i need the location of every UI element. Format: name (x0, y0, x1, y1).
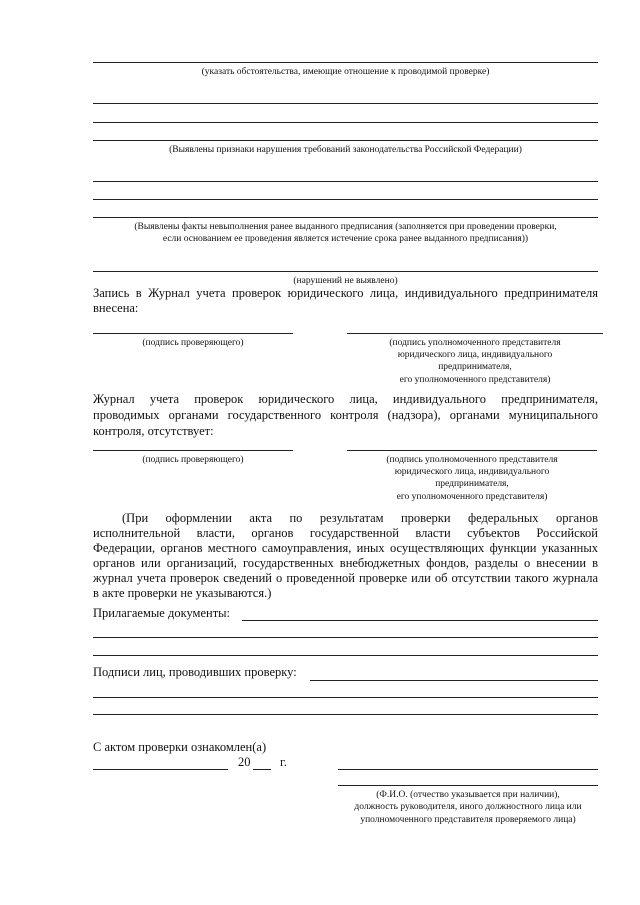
caption-rep-sig-3: предпринимателя, (438, 362, 512, 372)
caption-fio-1: (Ф.И.О. (отчество указывается при наличии), (376, 790, 560, 800)
acquainted-signature-line (338, 769, 598, 770)
date-year-prefix: 20 (238, 755, 251, 769)
note-line4: органов или организаций, государственных внебюджетных фондов, разделы о внесении в (93, 556, 598, 570)
field-line (93, 181, 598, 182)
representative-signature-line (347, 450, 597, 451)
attached-documents-label: Прилагаемые документы: (93, 606, 231, 620)
inspectors-signatures-label: Подписи лиц, проводивших проверку: (93, 665, 297, 679)
inspector-signature-line (93, 450, 293, 451)
journal-absent-line2: проводимых органами государственного контроля (надзора), органами муниципального (93, 408, 598, 422)
caption-rep-sig-4: его уполномоченного представителя) (399, 375, 551, 385)
caption-prescription-2: если основанием ее проведения является истечение срока ранее выданного предписания)) (162, 234, 529, 244)
field-line (93, 217, 598, 218)
field-line (93, 199, 598, 200)
date-day-month-line (93, 769, 228, 770)
caption-rep-sig-1: (подпись уполномоченного представителя (389, 338, 561, 348)
caption-inspector-signature: (подпись проверяющего) (142, 338, 244, 348)
caption-violations-found: (Выявлены признаки нарушения требований законодательства Российской Федерации) (169, 145, 522, 155)
field-line (310, 680, 598, 681)
caption-prescription-1: (Выявлены факты невыполнения ранее выданного предписания (заполняется при проведении проверки, (134, 222, 557, 232)
caption-fio-2: должность руководителя, иного должностного лица или (354, 802, 582, 812)
journal-absent-line3: контроля, отсутствует: (93, 424, 214, 438)
field-line (242, 620, 598, 621)
note-line1: (При оформлении акта по результатам проверки федеральных органов (122, 511, 598, 525)
field-line (93, 62, 598, 63)
note-line2: исполнительной власти, органов государственной власти субъектов Российской (93, 526, 598, 540)
acquainted-signature-line (338, 785, 598, 786)
field-line (93, 697, 598, 698)
caption-inspector-signature: (подпись проверяющего) (142, 455, 244, 465)
note-line5: журнал учета проверок сведений о проведенной проверке или об отсутствии такого журнала (93, 571, 598, 585)
journal-entry-line1: Запись в Журнал учета проверок юридического лица, индивидуального предпринимателя (93, 286, 598, 300)
date-year-line (253, 769, 271, 770)
field-line (93, 140, 598, 141)
acquainted-label: С актом проверки ознакомлен(а) (93, 740, 267, 754)
field-line (93, 655, 598, 656)
caption-no-violations: (нарушений не выявлено) (293, 276, 398, 286)
caption-fio-3: уполномоченного представителя проверяемого лица) (360, 815, 576, 825)
journal-entry-line2: внесена: (93, 301, 139, 315)
field-line (93, 714, 598, 715)
field-line (93, 122, 598, 123)
caption-rep-sig-3: предпринимателя, (435, 479, 509, 489)
date-year-suffix: г. (280, 755, 287, 769)
caption-rep-sig-2: юридического лица, индивидуального (397, 350, 553, 360)
caption-rep-sig-2: юридического лица, индивидуального (394, 467, 550, 477)
field-line (93, 271, 598, 272)
field-line (93, 637, 598, 638)
field-line (93, 103, 598, 104)
note-line6: в акте проверки не указываются.) (93, 586, 272, 600)
caption-circumstances: (указать обстоятельства, имеющие отношение к проводимой проверке) (201, 67, 490, 77)
note-line3: Федерации, органов местного самоуправления, иных осуществляющих функции указанных (93, 541, 598, 555)
representative-signature-line (347, 333, 603, 334)
caption-rep-sig-1: (подпись уполномоченного представителя (386, 455, 558, 465)
caption-rep-sig-4: его уполномоченного представителя) (396, 492, 548, 502)
journal-absent-line1: Журнал учета проверок юридического лица, индивидуального предпринимателя, (93, 392, 598, 406)
inspector-signature-line (93, 333, 293, 334)
